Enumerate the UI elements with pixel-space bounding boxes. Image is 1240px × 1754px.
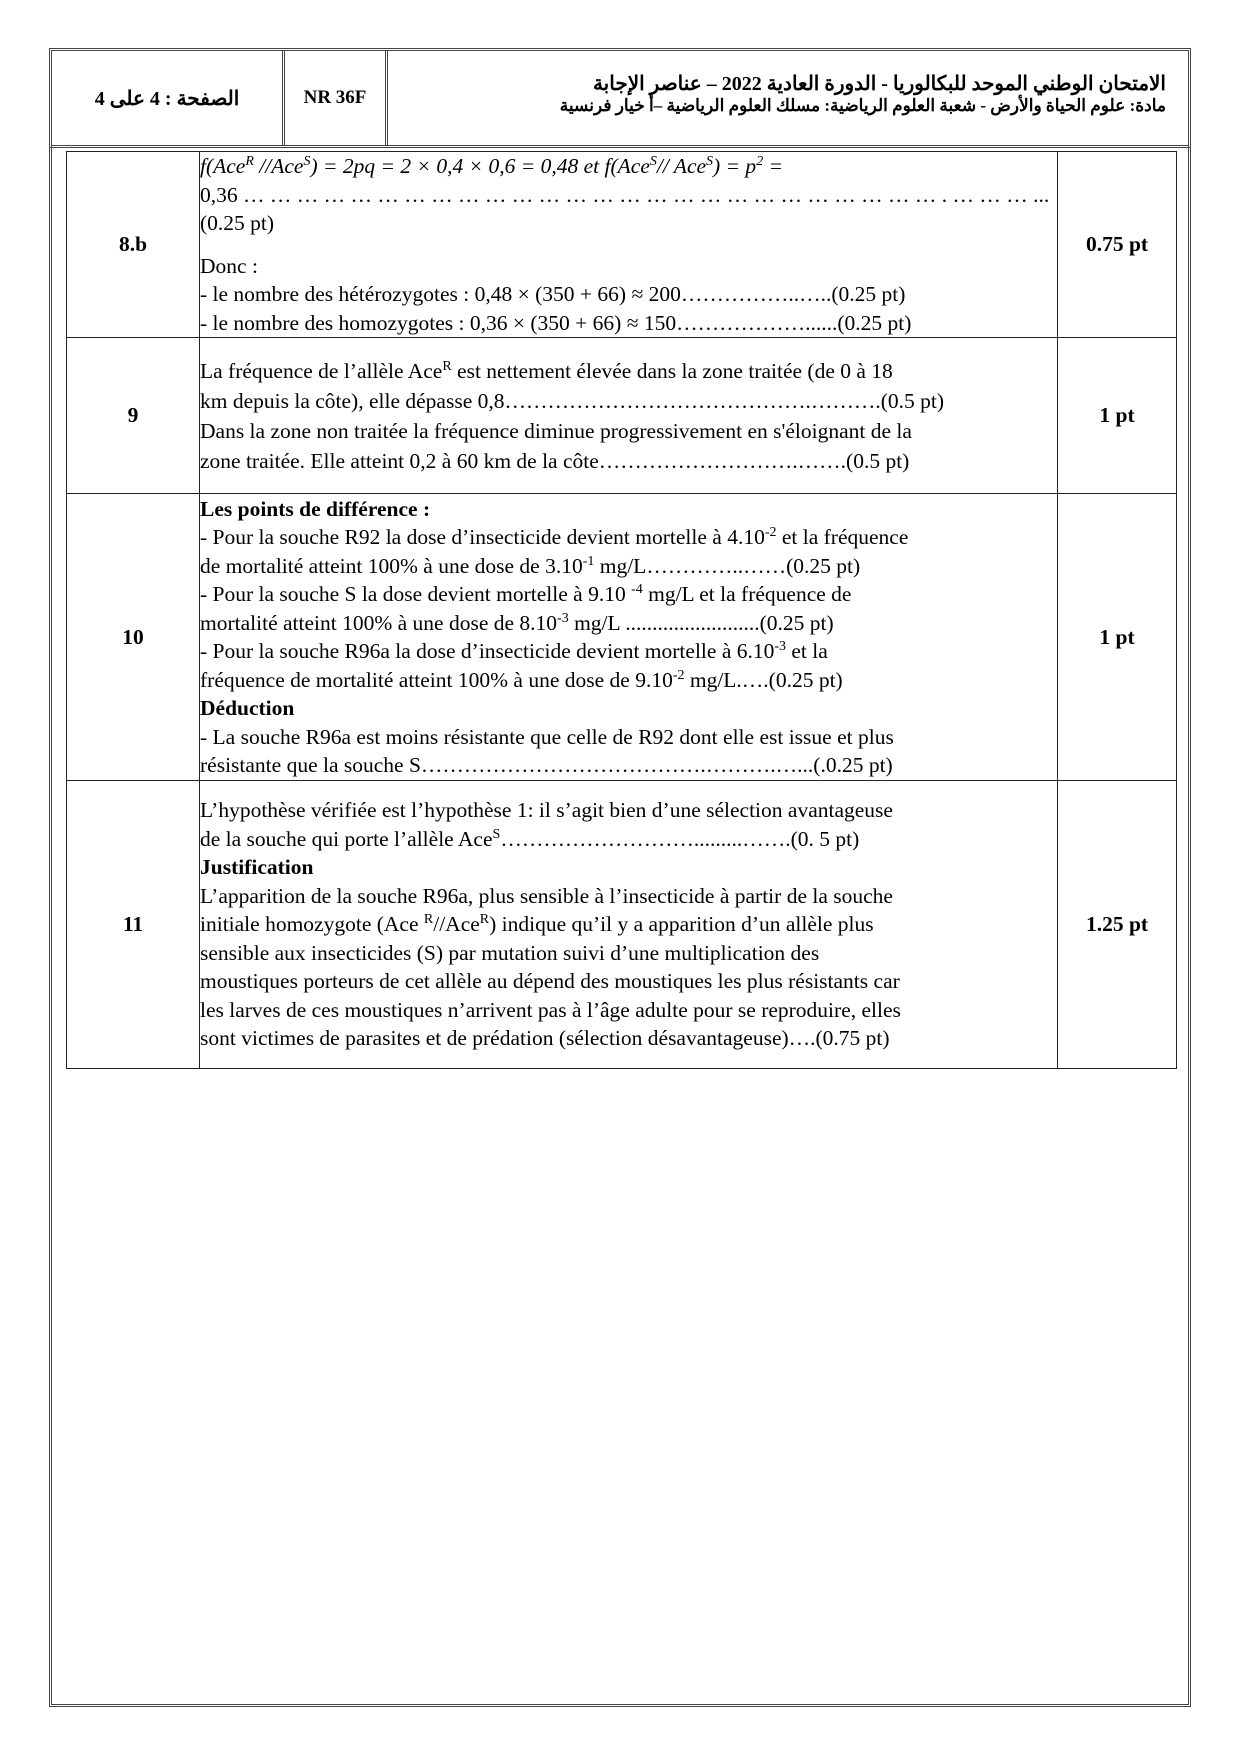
answer-line: Donc :	[200, 253, 258, 278]
answer-line: Dans la zone non traitée la fréquence diminue progressivement en s'éloignant de la	[200, 418, 912, 443]
answer-table	[66, 151, 1177, 1069]
answer-line: résistante que la souche S………………………………….……….…...(.0.25 pt)	[200, 753, 893, 777]
points-value: 0.75 pt	[1058, 152, 1177, 338]
section-heading: Déduction	[200, 696, 295, 720]
question-number: 8.b	[67, 152, 200, 338]
exam-code: NR 36F	[285, 51, 388, 145]
table-row	[67, 494, 1177, 781]
answer-line: de mortalité atteint 100% à une dose de $3.10^{-1}$ mg/L…………..……(0.25 pt)	[200, 553, 861, 578]
answer-line: mortalité atteint 100% à une dose de $8.10^{-3}$ mg/L .........................(0.25 pt)	[200, 610, 834, 635]
question-number: 11	[67, 781, 200, 1069]
exam-subject: مادة: علوم الحياة والأرض - شعبة العلوم الرياضية: مسلك العلوم الرياضية –أ خيار فرنسية	[559, 96, 1166, 115]
exam-title: الامتحان الوطني الموحد للبكالوريا - الدورة العادية 2022 – عناصر الإجابة	[592, 73, 1166, 95]
table-row	[67, 152, 1177, 338]
answer-line: f(Ace$^R$ //Ace$^S$) = 2pq = 2 × 0,4 × 0,6 = 0,48 et f(Ace$^S$// $Ace^S) = p^2$ =	[200, 153, 784, 178]
question-number: 10	[67, 494, 200, 781]
answer-line: initiale homozygote (Ace $^R$//Ace$^R$) indique qu’il y a apparition d’un allèle plus	[200, 912, 874, 937]
answer-line: zone traitée. Elle atteint 0,2 à 60 km de la côte……………………….…….(0.5 pt)	[200, 448, 910, 473]
answer-line: fréquence de mortalité atteint 100% à une dose de $9.10^{-2}$ mg/L.….(0.25 pt)	[200, 667, 843, 692]
answer-line: - Pour la souche R92 la dose d’insecticide devient mortelle à $4.10^{-2}$ et la fréquence	[200, 524, 909, 549]
answer-line: La fréquence de l’allèle Ace$^R$ est nettement élevée dans la zone traitée (de 0 à 18	[200, 358, 893, 383]
exam-title-block	[388, 51, 1188, 145]
answer-line: sensible aux insecticides (S) par mutation suivi d’une multiplication des	[200, 940, 820, 965]
answer-line: - le nombre des hétérozygotes : 0,48 × (350 + 66) ≈ 200……………..…..(0.25 pt)	[200, 282, 906, 306]
answer-text	[200, 338, 1058, 494]
points-value: 1.25 pt	[1058, 781, 1177, 1069]
answer-line: - Pour la souche S la dose devient mortelle à 9.10 $^{-4}$ mg/L et la fréquence de	[200, 581, 852, 606]
answer-line: de la souche qui porte l’allèle Ace$^S$……………………….........…….(0. 5 pt)	[200, 826, 860, 851]
answer-line: L’apparition de la souche R96a, plus sensible à l’insecticide à partir de la souche	[200, 883, 893, 908]
section-heading: Justification	[200, 855, 314, 880]
answer-text	[200, 152, 1058, 338]
table-row	[67, 781, 1177, 1069]
points-value: 1 pt	[1058, 338, 1177, 494]
section-heading: Les points de différence :	[200, 496, 431, 521]
answer-text	[200, 494, 1058, 781]
points-value: 1 pt	[1058, 494, 1177, 781]
page-header	[49, 48, 1191, 148]
answer-line: - le nombre des homozygotes : 0,36 × (350 + 66) ≈ 150………………......(0.25 pt)	[200, 310, 912, 335]
question-number: 9	[67, 338, 200, 494]
answer-line: sont victimes de parasites et de prédation (sélection désavantageuse)….(0.75 pt)	[200, 1026, 890, 1051]
page-number: الصفحة : 4 على 4	[52, 51, 285, 145]
answer-line: km depuis la côte), elle dépasse 0,8…………………………………….……….(0.5 pt)	[200, 388, 945, 413]
answer-line: 0,36 … … … … … … … … … … … … … … … … … … … … … … … … … … . … … … ...(0.25 pt)	[200, 182, 1050, 235]
answer-line: - La souche R96a est moins résistante que celle de R92 dont elle est issue et plus	[200, 724, 894, 749]
table-row	[67, 338, 1177, 494]
answer-line: L’hypothèse vérifiée est l’hypothèse 1: il s’agit bien d’une sélection avantageuse	[200, 798, 893, 823]
answer-line: - Pour la souche R96a la dose d’insecticide devient mortelle à $6.10^{-3}$ et la	[200, 638, 828, 663]
answer-text	[200, 781, 1058, 1069]
answer-line: moustiques porteurs de cet allèle au dépend des moustiques les plus résistants car	[200, 969, 900, 994]
answer-line: les larves de ces moustiques n’arrivent pas à l’âge adulte pour se reproduire, elles	[200, 997, 901, 1022]
